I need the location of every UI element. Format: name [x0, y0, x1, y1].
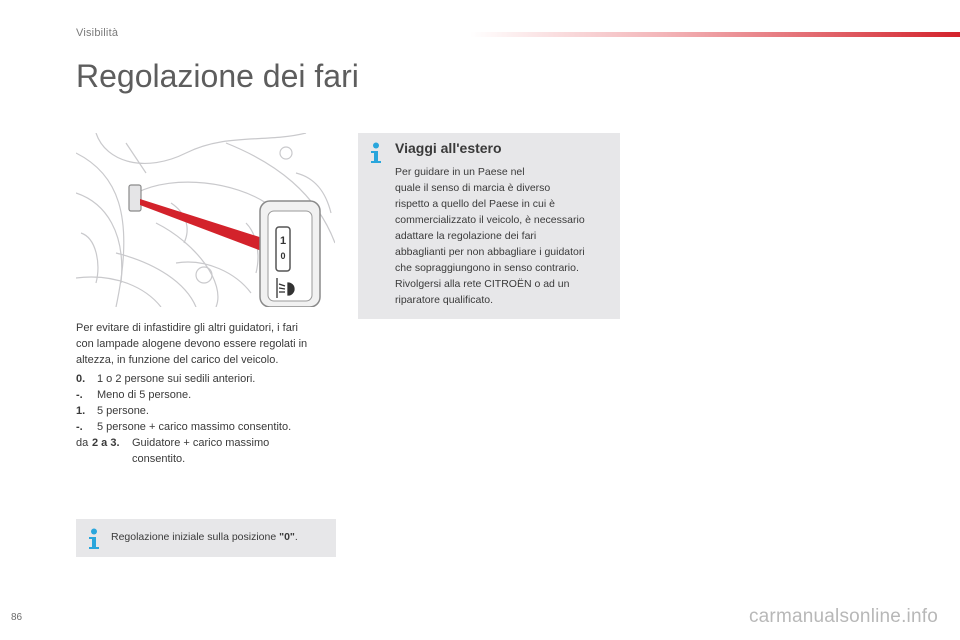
page-number: 86: [11, 612, 23, 623]
info-icon: [88, 528, 100, 550]
intro-line: Per evitare di infastidire gli altri guidatori, i fari: [76, 322, 298, 334]
position-key: 0.: [76, 373, 86, 385]
header-accent-bar: [470, 32, 960, 37]
position-text: Meno di 5 persone.: [97, 389, 192, 401]
travel-line: rispetto a quello del Paese in cui è: [395, 198, 555, 210]
travel-line: commercializzato il veicolo, è necessario: [395, 214, 585, 226]
switch-label-bottom: 0: [280, 251, 286, 261]
list-item: [76, 371, 341, 387]
position-text: 5 persone + carico massimo consentito.: [97, 421, 292, 433]
list-item: [76, 387, 341, 403]
travel-heading: Viaggi all'estero: [395, 140, 502, 156]
travel-line: adattare la regolazione dei fari: [395, 230, 537, 242]
intro-line: altezza, in funzione del carico del veicolo.: [76, 354, 279, 366]
page-title: Regolazione dei fari: [76, 58, 359, 94]
travel-abroad-box: [358, 133, 620, 319]
list-item: [76, 435, 341, 467]
list-item: [76, 419, 341, 435]
section-label: Visibilità: [76, 27, 119, 39]
range-text-line: Guidatore + carico massimo: [132, 437, 270, 449]
travel-line: Per guidare in un Paese nel: [395, 166, 525, 178]
travel-line: riparatore qualificato.: [395, 294, 494, 306]
position-text: 5 persone.: [97, 405, 149, 417]
travel-line: Rivolgersi alla rete CITROËN o ad un: [395, 278, 570, 290]
position-key: 1.: [76, 405, 86, 417]
position-text: 1 o 2 persone sui sedili anteriori.: [97, 373, 256, 385]
watermark: carmanualsonline.info: [748, 606, 938, 627]
range-prefix: da: [76, 437, 89, 449]
initial-setting-note: [76, 519, 336, 557]
info-icon: [370, 142, 382, 164]
note-label: Regolazione iniziale sulla posizione: [111, 531, 280, 543]
travel-line: quale il senso di marcia è diverso: [395, 182, 551, 194]
position-key: -.: [76, 389, 83, 401]
list-item: [76, 403, 341, 419]
position-list: [76, 371, 341, 467]
position-key: -.: [76, 421, 83, 433]
note-text: [111, 531, 298, 543]
pointer-arrow: [140, 199, 272, 255]
intro-paragraph: [76, 320, 341, 368]
intro-line: con lampade alogene devono essere regolati in: [76, 338, 308, 350]
travel-body: [395, 164, 617, 308]
note-suffix: .: [294, 531, 298, 543]
note-value: "0": [279, 531, 295, 543]
switch-label-top: 1: [279, 235, 287, 247]
travel-line: che sopraggiungono in senso contrario.: [395, 262, 579, 274]
headlamp-adjuster-illustration: [76, 133, 335, 307]
position-key: 2 a 3.: [92, 437, 120, 449]
travel-line: abbaglianti per non abbagliare i guidatori: [395, 246, 585, 258]
range-text-line: consentito.: [132, 453, 186, 465]
position-text: [132, 435, 302, 467]
